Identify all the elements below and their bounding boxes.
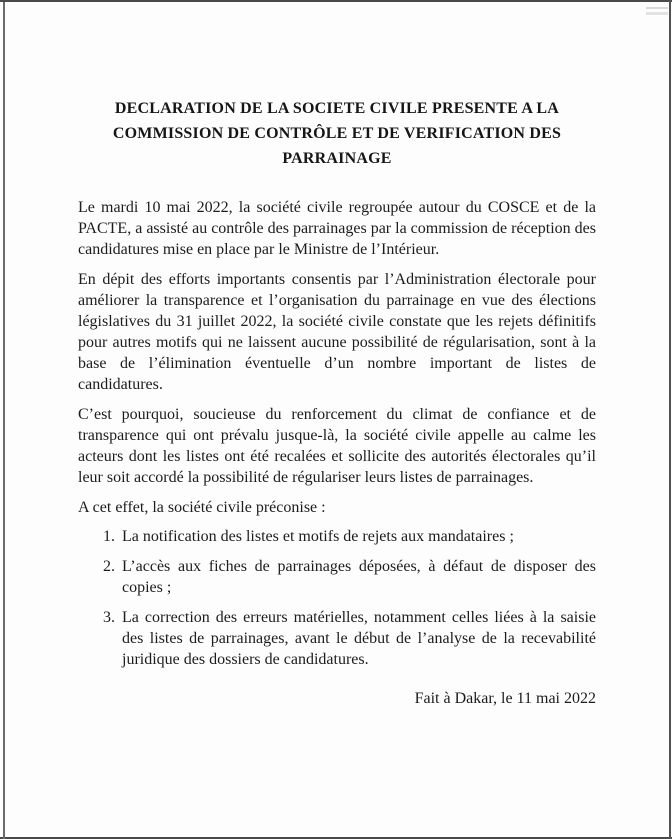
recommendation-item: 2. L’accès aux fiches de parrainages déposées, à défaut de disposer des copies ;	[119, 556, 596, 598]
paragraph: Le mardi 10 mai 2022, la société civile regroupée autour du COSCE et de la PACTE, a assisté au contrôle des parrainages par la commission de réception des candidatures mise en place par le Ministre de l’Intérieur.	[78, 199, 596, 258]
dateline: Fait à Dakar, le 11 mai 2022	[414, 690, 596, 707]
scan-border-right	[669, 0, 671, 839]
scan-artifact-line	[646, 7, 668, 9]
paragraph: C’est pourquoi, soucieuse du renforcement du climat de confiance et de transparence qui ont prévalu jusque-là, la société civile appelle au calme les acteurs dont les listes ont été recalées et sollicite des autorités électorales qu’il leur soit accordé la possibilité de régulariser leurs listes de parrainages.	[78, 406, 596, 486]
document-title-line: DECLARATION DE LA SOCIETE CIVILE PRESENTE A LA	[114, 100, 560, 117]
recommendation-item: 3. La correction des erreurs matérielles, notamment celles liées à la saisie des listes de parrainages, avant le début de l’analyse de la recevabilité juridique des dossiers de candidatures.	[119, 607, 596, 670]
recommendation-item: 1. La notification des listes et motifs de rejets aux mandataires ;	[119, 526, 596, 547]
scan-artifact-line	[646, 12, 668, 15]
list-lead-in: A cet effet, la société civile préconise :	[78, 499, 326, 516]
recommendations-list	[78, 526, 596, 670]
scan-border-left	[3, 2, 5, 839]
document-body	[78, 0, 596, 709]
document-title-line: COMMISSION DE CONTRÔLE ET DE VERIFICATION DES	[112, 125, 562, 142]
document-title	[78, 96, 596, 171]
document-title-line: PARRAINAGE	[282, 150, 392, 167]
paragraph: En dépit des efforts importants consentis par l’Administration électorale pour améliorer la transparence et l’organisation du parrainage en vue des élections législatives du 31 juillet 2022, la société civile constate que les rejets définitifs pour autres motifs qui ne laissent aucune possibilité de régularisation, sont à la base de l’élimination éventuelle d’un nombre important de listes de candidatures.	[78, 271, 596, 393]
